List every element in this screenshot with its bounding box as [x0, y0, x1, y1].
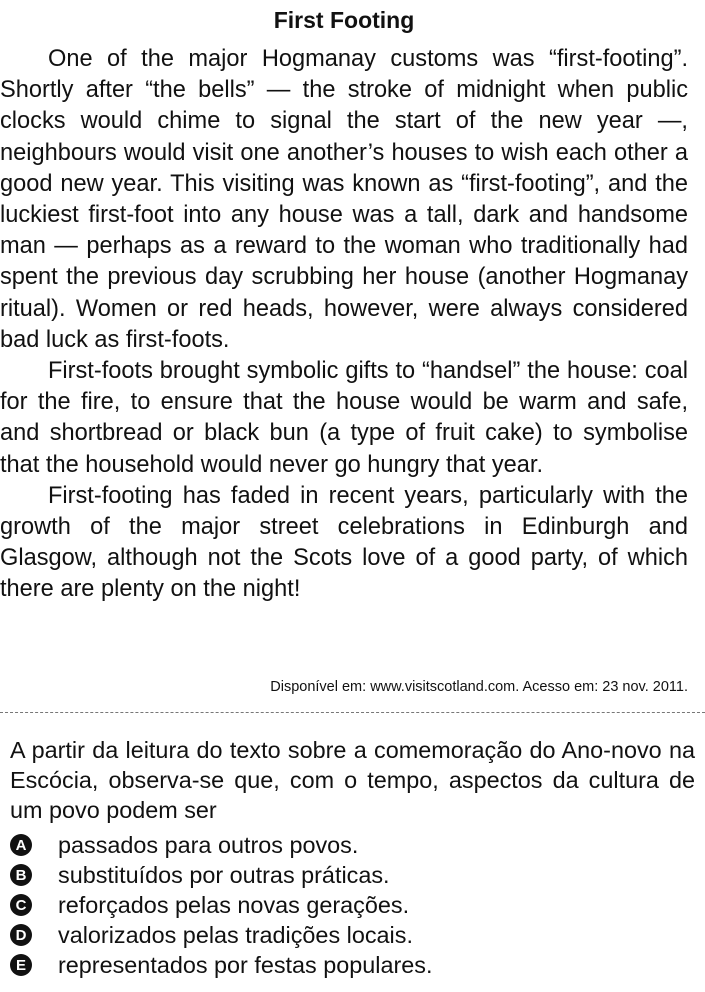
article-paragraph-1: One of the major Hogmanay customs was “first-footing”. Shortly after “the bells” — the stroke of midnight when public clocks would chime to signal the start of the new year —, neighbours would visit one another’s houses to wish each other a good new year. This visiting was known as “first-footing”, and the luckiest first-foot into any house was a tall, dark and handsome man — perhaps as a reward to the woman who traditionally had spent the previous day scrubbing her house (another Hogmanay ritual). Women or red heads, however, were always considered bad luck as first-foots. — [0, 46, 688, 353]
option-e-badge-icon: E — [10, 954, 32, 976]
option-e-text: representados por festas populares. — [58, 951, 433, 978]
option-d[interactable] — [10, 920, 432, 950]
option-d-badge-icon: D — [10, 924, 32, 946]
option-a-text: passados para outros povos. — [58, 831, 359, 858]
question-stem: A partir da leitura do texto sobre a comemoração do Ano-novo na Escócia, observa-se que, com o tempo, aspectos da cultura de um povo podem ser — [10, 737, 695, 823]
option-c-badge-icon: C — [10, 894, 32, 916]
option-c-text: reforçados pelas novas gerações. — [58, 891, 410, 918]
option-d-text: valorizados pelas tradições locais. — [58, 921, 413, 948]
source-citation: Disponível em: www.visitscotland.com. Acesso em: 23 nov. 2011. — [270, 679, 688, 695]
option-b-text: substituídos por outras práticas. — [58, 861, 390, 888]
article-title: First Footing — [273, 7, 415, 33]
dashed-divider — [0, 712, 705, 713]
article-body — [0, 44, 688, 606]
option-b-badge-icon: B — [10, 864, 32, 886]
answer-options — [10, 830, 432, 980]
option-a[interactable] — [10, 830, 432, 860]
article-paragraph-2: First-foots brought symbolic gifts to “handsel” the house: coal for the fire, to ensure that the house would be warm and safe, and shortbread or black bun (a type of fruit cake) to symbolise that the household would never go hungry that year. — [0, 358, 688, 478]
option-b[interactable] — [10, 860, 432, 890]
option-a-badge-icon: A — [10, 834, 32, 856]
option-c[interactable] — [10, 890, 432, 920]
option-e[interactable] — [10, 950, 432, 980]
article-paragraph-3: First-footing has faded in recent years, particularly with the growth of the major street celebrations in Edinburgh and Glasgow, although not the Scots love of a good party, of which there are plenty on the night! — [0, 482, 688, 603]
